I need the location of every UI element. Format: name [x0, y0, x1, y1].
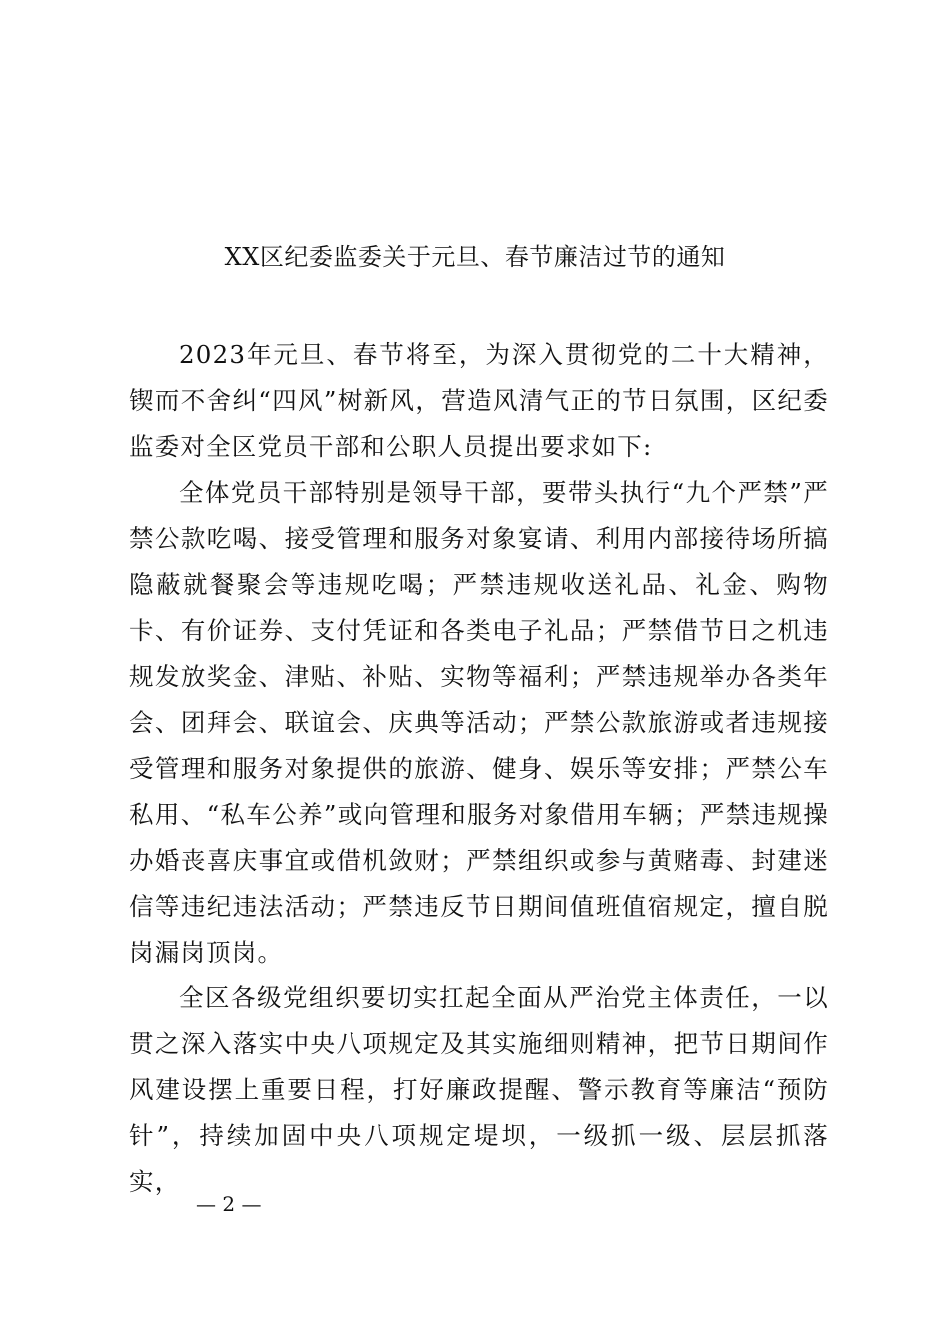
paragraph-intro: 2023年元旦、春节将至，为深入贯彻党的二十大精神，锲而不舍纠“四风”树新风，营造风清气正的节日氛围，区纪委监委对全区党员干部和公职人员提出要求如下:: [129, 340, 829, 461]
document-title: XX区纪委监委关于元旦、春节廉洁过节的通知: [224, 243, 726, 271]
paragraph-party-responsibility: 全区各级党组织要切实扛起全面从严治党主体责任，一以贯之深入落实中央八项规定及其实施细则精神，把节日期间作风建设摆上重要日程，打好廉政提醒、警示教育等廉洁“预防针”，持续加固中央八项规定堤坝，一级抓一级、层层抓落实，: [129, 983, 829, 1196]
page-number: — 2 —: [196, 1192, 262, 1216]
paragraph-nine-prohibitions: 全体党员干部特别是领导干部，要带头执行“九个严禁”严禁公款吃喝、接受管理和服务对象宴请、利用内部接待场所搞隐蔽就餐聚会等违规吃喝；严禁违规收送礼品、礼金、购物卡、有价证券、支付凭证和各类电子礼品；严禁借节日之机违规发放奖金、津贴、补贴、实物等福利；严禁违规举办各类年会、团拜会、联谊会、庆典等活动；严禁公款旅游或者违规接受管理和服务对象提供的旅游、健身、娱乐等安排；严禁公车私用、“私车公养”或向管理和服务对象借用车辆；严禁违规操办婚丧喜庆事宜或借机敛财；严禁组织或参与黄赌毒、封建迷信等违纪违法活动；严禁违反节日期间值班值宿规定，擅自脱岗漏岗顶岗。: [129, 478, 829, 967]
